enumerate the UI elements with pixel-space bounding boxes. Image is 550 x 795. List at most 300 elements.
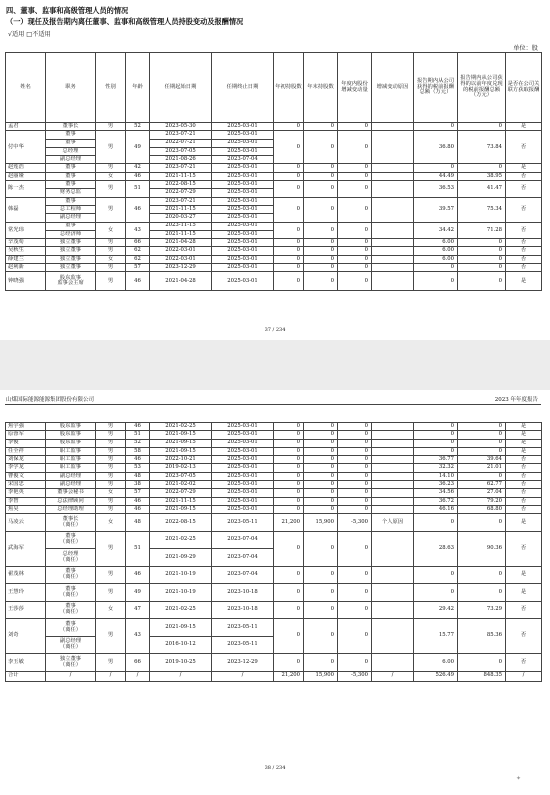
table-cell: 0 xyxy=(304,601,338,619)
table-cell xyxy=(372,222,414,239)
table-cell: 2025-03-01 xyxy=(212,489,274,497)
table-cell: 赵莲浩 xyxy=(6,164,46,172)
table-cell: 0 xyxy=(274,431,304,439)
table-cell: 2022-03-01 xyxy=(150,255,212,263)
table-cell: 2025-03-01 xyxy=(212,464,274,472)
table-cell: 48 xyxy=(126,514,150,532)
table-cell: 总法律顾问 xyxy=(46,497,96,505)
table-cell: 0 xyxy=(304,181,338,198)
table-cell: 38.95 xyxy=(458,172,506,180)
table-cell: 李俊 xyxy=(6,439,46,447)
table-cell: 0 xyxy=(304,447,338,455)
table-cell: 53 xyxy=(126,464,150,472)
table-cell: 2025-03-01 xyxy=(212,214,274,222)
table-cell: 90.36 xyxy=(458,531,506,566)
table-cell: 0 xyxy=(458,431,506,439)
table-cell: 副总经理 xyxy=(46,481,96,489)
table-cell: 2022-08-15 xyxy=(150,181,212,189)
table-cell: 2023-10-18 xyxy=(212,601,274,619)
table-cell: 0 xyxy=(274,531,304,566)
table-cell: 副总经理 xyxy=(46,472,96,480)
table-cell: 0 xyxy=(414,566,458,584)
table-cell: 0 xyxy=(304,123,338,131)
table-cell: 0 xyxy=(458,255,506,263)
table-cell: 62 xyxy=(126,255,150,263)
table-cell: 0 xyxy=(338,181,372,198)
table-cell: 2025-03-01 xyxy=(212,164,274,172)
table-cell: 0 xyxy=(338,431,372,439)
table-cell: 0 xyxy=(274,264,304,272)
table-cell xyxy=(372,531,414,566)
table-cell xyxy=(372,431,414,439)
table-cell: 2025-03-01 xyxy=(212,123,274,131)
table-cell: 0 xyxy=(458,164,506,172)
table-cell: 男 xyxy=(96,239,126,247)
column-header: 增减变动原因 xyxy=(372,53,414,123)
table-cell: 0 xyxy=(458,239,506,247)
table-cell: 2021-09-15 xyxy=(150,431,212,439)
table-cell: 68.80 xyxy=(458,505,506,513)
table-cell: 男 xyxy=(96,505,126,513)
table-cell: 2025-03-01 xyxy=(212,431,274,439)
table-cell: 2023-12-29 xyxy=(150,264,212,272)
table-cell: 男 xyxy=(96,164,126,172)
table-cell: 是 xyxy=(506,272,542,291)
header-rule xyxy=(5,404,541,405)
table-cell xyxy=(372,439,414,447)
table-cell: 2021-09-15 xyxy=(150,439,212,447)
table-row xyxy=(6,247,542,255)
table-cell: 2025-03-01 xyxy=(212,505,274,513)
table-cell: 0 xyxy=(414,584,458,602)
table-cell: 股东监事 xyxy=(46,423,96,431)
table-cell: 0 xyxy=(274,447,304,455)
table-row xyxy=(6,255,542,263)
table-cell: 28.63 xyxy=(414,531,458,566)
table-cell: -5,300 xyxy=(338,671,372,681)
table-cell: 2025-03-01 xyxy=(212,147,274,155)
table-cell: 6.00 xyxy=(414,255,458,263)
table-cell: 2025-03-01 xyxy=(212,497,274,505)
table-cell: 62.77 xyxy=(458,481,506,489)
table-cell: 0 xyxy=(304,619,338,654)
table-cell: 52 xyxy=(126,123,150,131)
table-cell xyxy=(372,272,414,291)
table-cell: 36.23 xyxy=(414,481,458,489)
table-cell: / xyxy=(212,671,274,681)
table-cell: 2022-07-29 xyxy=(150,489,212,497)
table-cell: 2022-07-29 xyxy=(150,189,212,197)
sparkle-icon: ✦ xyxy=(516,775,522,782)
table-cell xyxy=(372,654,414,672)
table-cell: 0 xyxy=(304,472,338,480)
page-number: 37 / 234 xyxy=(264,327,286,333)
table-cell: 0 xyxy=(338,456,372,464)
table-cell: 0 xyxy=(304,423,338,431)
table-cell: 0 xyxy=(338,531,372,566)
table-cell: 0 xyxy=(274,272,304,291)
table-cell: 0 xyxy=(458,272,506,291)
table-cell: 总经理 （离任） xyxy=(46,549,96,567)
table-cell: 15.77 xyxy=(414,619,458,654)
table-cell: 刘奇 xyxy=(6,619,46,654)
table-row xyxy=(6,489,542,497)
table-cell: 男 xyxy=(96,247,126,255)
table-cell: 武海军 xyxy=(6,531,46,566)
table-cell: 常光玮 xyxy=(6,222,46,239)
table-cell: 男 xyxy=(96,472,126,480)
table-cell: 钟晓强 xyxy=(6,272,46,291)
applicability-note: √适用 □不适用 xyxy=(8,31,51,38)
table-cell: 个人原因 xyxy=(372,514,414,532)
table-cell: 2021-11-15 xyxy=(150,172,212,180)
table-cell: 董事 （离任） xyxy=(46,566,96,584)
table-cell: 0 xyxy=(304,247,338,255)
table-cell: 46 xyxy=(126,456,150,464)
table-cell: 0 xyxy=(274,255,304,263)
table-cell: 2023-05-11 xyxy=(212,619,274,637)
table-cell: 2023-11-15 xyxy=(150,222,212,230)
table-cell: 2025-03-01 xyxy=(212,247,274,255)
table-cell: 0 xyxy=(304,255,338,263)
table-cell: 总经济师 xyxy=(46,230,96,238)
table-cell: 董事长 （离任） xyxy=(46,514,96,532)
table-cell: 2016-10-12 xyxy=(150,636,212,654)
table-cell: 0 xyxy=(338,497,372,505)
table-row xyxy=(6,505,542,513)
table-cell: 0 xyxy=(338,584,372,602)
table-cell: 副总经理 xyxy=(46,156,96,164)
table-cell: 2021-02-02 xyxy=(150,481,212,489)
table-cell: 0 xyxy=(274,619,304,654)
table-cell: 李艳英 xyxy=(6,489,46,497)
table-cell: 2023-05-11 xyxy=(212,514,274,532)
holdings-table-part1 xyxy=(5,52,542,291)
table-cell: 是 xyxy=(506,566,542,584)
table-cell: 0 xyxy=(304,439,338,447)
table-cell: 0 xyxy=(274,489,304,497)
table-cell: 57 xyxy=(126,264,150,272)
table-cell: 2021-04-28 xyxy=(150,239,212,247)
table-cell xyxy=(372,584,414,602)
table-cell: 34.56 xyxy=(414,489,458,497)
table-cell: 43 xyxy=(126,619,150,654)
table-cell: 0 xyxy=(338,172,372,180)
table-cell: 男 xyxy=(96,654,126,672)
table-cell: 2021-11-15 xyxy=(150,205,212,213)
table-cell: 男 xyxy=(96,439,126,447)
table-cell: 付中华 xyxy=(6,131,46,164)
table-cell: 董事 xyxy=(46,139,96,147)
table-cell xyxy=(372,172,414,180)
table-cell: 0 xyxy=(304,164,338,172)
table-cell: 2025-03-01 xyxy=(212,272,274,291)
table-cell: 0 xyxy=(338,505,372,513)
table-cell: 否 xyxy=(506,197,542,222)
table-cell: 0 xyxy=(458,514,506,532)
table-cell: 任全祥 xyxy=(6,447,46,455)
column-header: 年末持股数 xyxy=(304,53,338,123)
table-row xyxy=(6,514,542,532)
table-cell: 2025-03-01 xyxy=(212,481,274,489)
table-row xyxy=(6,131,542,139)
table-row xyxy=(6,566,542,584)
table-row xyxy=(6,172,542,180)
table-cell: 0 xyxy=(338,222,372,239)
table-cell: 2025-03-01 xyxy=(212,264,274,272)
table-cell: 独立董事 xyxy=(46,255,96,263)
table-cell: 0 xyxy=(274,481,304,489)
table-cell: 32.32 xyxy=(414,464,458,472)
table-cell: 2021-11-15 xyxy=(150,497,212,505)
table-cell: 0 xyxy=(458,264,506,272)
table-cell: 2023-07-21 xyxy=(150,164,212,172)
table-cell: / xyxy=(506,671,542,681)
table-cell: 独立董事 xyxy=(46,239,96,247)
table-cell: 2023-07-21 xyxy=(150,131,212,139)
column-header: 任期起始日期 xyxy=(150,53,212,123)
table-row xyxy=(6,472,542,480)
table-cell: 0 xyxy=(304,497,338,505)
table-cell: 男 xyxy=(96,531,126,566)
table-cell: 2025-03-01 xyxy=(212,439,274,447)
table-cell: 2022-10-21 xyxy=(150,456,212,464)
table-cell: 独立董事 xyxy=(46,247,96,255)
table-cell: 0 xyxy=(458,472,506,480)
table-cell: 2025-03-01 xyxy=(212,239,274,247)
table-cell: 66 xyxy=(126,654,150,672)
table-cell: 2025-03-01 xyxy=(212,423,274,431)
table-cell: 0 xyxy=(274,464,304,472)
table-cell: 2025-03-01 xyxy=(212,472,274,480)
table-cell: 0 xyxy=(274,497,304,505)
table-cell: 21.01 xyxy=(458,464,506,472)
table-cell: 韩磊 xyxy=(6,197,46,222)
table-cell: 男 xyxy=(96,181,126,198)
table-cell: 董事 （离任） xyxy=(46,619,96,637)
table-cell xyxy=(372,489,414,497)
table-cell: 75.34 xyxy=(458,197,506,222)
table-cell: 2025-03-01 xyxy=(212,255,274,263)
table-cell: 2021-09-15 xyxy=(150,447,212,455)
table-cell: 2023-05-30 xyxy=(150,123,212,131)
table-cell: 0 xyxy=(304,481,338,489)
table-cell: 0 xyxy=(338,566,372,584)
table-cell: 否 xyxy=(506,264,542,272)
table-cell: 总经理 xyxy=(46,147,96,155)
table-cell: 2021-02-25 xyxy=(150,601,212,619)
table-cell: 51 xyxy=(126,531,150,566)
table-cell: 董事 xyxy=(46,172,96,180)
table-cell: 0 xyxy=(458,584,506,602)
table-cell: 0 xyxy=(274,123,304,131)
page-gap xyxy=(0,340,550,390)
table-cell: 0 xyxy=(338,601,372,619)
table-cell: 0 xyxy=(274,197,304,222)
table-cell: 是 xyxy=(506,123,542,131)
table-cell: 男 xyxy=(96,456,126,464)
table-cell: 是 xyxy=(506,514,542,532)
table-cell: 2025-03-01 xyxy=(212,222,274,230)
table-cell: 0 xyxy=(414,447,458,455)
table-cell: 0 xyxy=(338,123,372,131)
table-cell: 0 xyxy=(458,123,506,131)
table-cell: 2023-07-21 xyxy=(150,197,212,205)
table-cell: 李学龙 xyxy=(6,464,46,472)
table-cell: 2021-08-26 xyxy=(150,156,212,164)
table-cell: 独立董事 （离任） xyxy=(46,654,96,672)
table-cell: 0 xyxy=(338,164,372,172)
table-cell: 0 xyxy=(414,164,458,172)
table-cell: 董事 xyxy=(46,164,96,172)
table-cell: 2023-12-29 xyxy=(212,654,274,672)
table-cell: 2025-03-01 xyxy=(212,205,274,213)
table-cell: 0 xyxy=(304,584,338,602)
table-cell: 0 xyxy=(274,601,304,619)
table-cell: 0 xyxy=(338,447,372,455)
table-cell: 0 xyxy=(338,472,372,480)
table-cell: / xyxy=(96,671,126,681)
table-cell: 0 xyxy=(304,197,338,222)
table-cell: 46 xyxy=(126,172,150,180)
subsection-title: （一）现任及报告期内离任董事、监事和高级管理人员持股变动及报酬情况 xyxy=(6,17,244,26)
table-cell: 46 xyxy=(126,272,150,291)
table-cell: 董事 xyxy=(46,181,96,189)
table-cell: 否 xyxy=(506,181,542,198)
table-cell: -5,300 xyxy=(338,514,372,532)
column-header: 职务 xyxy=(46,53,96,123)
table-cell xyxy=(372,423,414,431)
table-cell: 否 xyxy=(506,505,542,513)
table-cell: 财务总监 xyxy=(46,189,96,197)
table-cell: 合计 xyxy=(6,671,46,681)
table-cell: 否 xyxy=(506,619,542,654)
table-cell: 股东监事 xyxy=(46,431,96,439)
table-cell: 0 xyxy=(458,247,506,255)
table-cell: 2023-07-04 xyxy=(212,566,274,584)
table-cell: 0 xyxy=(338,131,372,164)
table-cell: 0 xyxy=(304,505,338,513)
table-cell: 0 xyxy=(338,464,372,472)
table-cell: 否 xyxy=(506,531,542,566)
table-cell: 2019-02-13 xyxy=(150,464,212,472)
table-cell: 王慧玲 xyxy=(6,584,46,602)
table-cell: 47 xyxy=(126,601,150,619)
table-cell: 2021-10-19 xyxy=(150,584,212,602)
table-cell: 0 xyxy=(338,255,372,263)
table-cell: 0 xyxy=(304,431,338,439)
report-page-37 xyxy=(0,0,550,340)
table-cell: 0 xyxy=(458,423,506,431)
table-cell: 46 xyxy=(126,497,150,505)
table-cell: 董事 xyxy=(46,131,96,139)
column-header: 年度内股份增减变动量 xyxy=(338,53,372,123)
table-cell: 否 xyxy=(506,131,542,164)
table-cell: 2020-03-27 xyxy=(150,214,212,222)
column-header: 性别 xyxy=(96,53,126,123)
table-cell: 2021-09-15 xyxy=(150,505,212,513)
table-cell: 副总经理 xyxy=(46,214,96,222)
table-cell xyxy=(372,131,414,164)
table-cell: 0 xyxy=(274,247,304,255)
column-header: 报告期内从公司获得的以前年度兑现的税前报酬总额（万元） xyxy=(458,53,506,123)
column-header: 姓名 xyxy=(6,53,46,123)
table-cell: 0 xyxy=(274,423,304,431)
table-cell: 0 xyxy=(274,239,304,247)
table-cell: 2022-07-21 xyxy=(150,139,212,147)
total-row xyxy=(6,671,542,681)
table-cell xyxy=(372,164,414,172)
table-cell: 39.64 xyxy=(458,456,506,464)
table-cell: 51 xyxy=(126,181,150,198)
table-cell: 0 xyxy=(274,222,304,239)
table-cell: 0 xyxy=(304,456,338,464)
report-page-38 xyxy=(0,390,550,795)
table-cell: 赵利新 xyxy=(6,264,46,272)
table-cell: 0 xyxy=(414,123,458,131)
table-cell: 否 xyxy=(506,472,542,480)
table-cell: 85.36 xyxy=(458,619,506,654)
table-cell: 焦宇强 xyxy=(6,423,46,431)
table-cell: 女 xyxy=(96,489,126,497)
table-cell: 职工监事 xyxy=(46,447,96,455)
table-cell: 38 xyxy=(126,481,150,489)
table-cell: 董事 （离任） xyxy=(46,531,96,549)
table-cell: 2023-07-05 xyxy=(150,472,212,480)
table-row xyxy=(6,619,542,637)
table-cell: 董事 xyxy=(46,222,96,230)
table-cell: 46 xyxy=(126,423,150,431)
table-cell: 股东监事 xyxy=(46,439,96,447)
table-cell: 2021-09-29 xyxy=(150,549,212,567)
table-cell: 0 xyxy=(304,566,338,584)
table-cell: 男 xyxy=(96,566,126,584)
table-cell: 0 xyxy=(274,505,304,513)
table-cell: 57 xyxy=(126,489,150,497)
table-cell: 孟君 xyxy=(6,123,46,131)
table-cell: 王莎莎 xyxy=(6,601,46,619)
table-cell: 2021-10-19 xyxy=(150,566,212,584)
column-header: 是否在公司关联方获取报酬 xyxy=(506,53,542,123)
unit-label: 单位：股 xyxy=(513,45,538,52)
table-cell: 848.35 xyxy=(458,671,506,681)
table-cell xyxy=(372,181,414,198)
table-cell xyxy=(372,247,414,255)
table-cell: 0 xyxy=(274,456,304,464)
table-cell: 0 xyxy=(338,197,372,222)
table-cell: 否 xyxy=(506,489,542,497)
table-cell: 6.00 xyxy=(414,654,458,672)
table-cell xyxy=(372,481,414,489)
table-row xyxy=(6,272,542,291)
table-cell: 0 xyxy=(304,654,338,672)
table-cell: 宋国忠 xyxy=(6,481,46,489)
table-cell: 526.49 xyxy=(414,671,458,681)
table-cell: 2025-03-01 xyxy=(212,189,274,197)
table-cell: 2022-03-01 xyxy=(150,247,212,255)
table-row xyxy=(6,456,542,464)
table-cell: 2023-07-04 xyxy=(212,156,274,164)
table-cell: 是 xyxy=(506,584,542,602)
table-cell: / xyxy=(150,671,212,681)
table-cell: 董事长 xyxy=(46,123,96,131)
table-cell: 0 xyxy=(274,584,304,602)
table-row xyxy=(6,431,542,439)
table-cell: 0 xyxy=(304,239,338,247)
table-cell: 否 xyxy=(506,654,542,672)
table-cell: 焦昊 xyxy=(6,505,46,513)
table-cell: 男 xyxy=(96,497,126,505)
